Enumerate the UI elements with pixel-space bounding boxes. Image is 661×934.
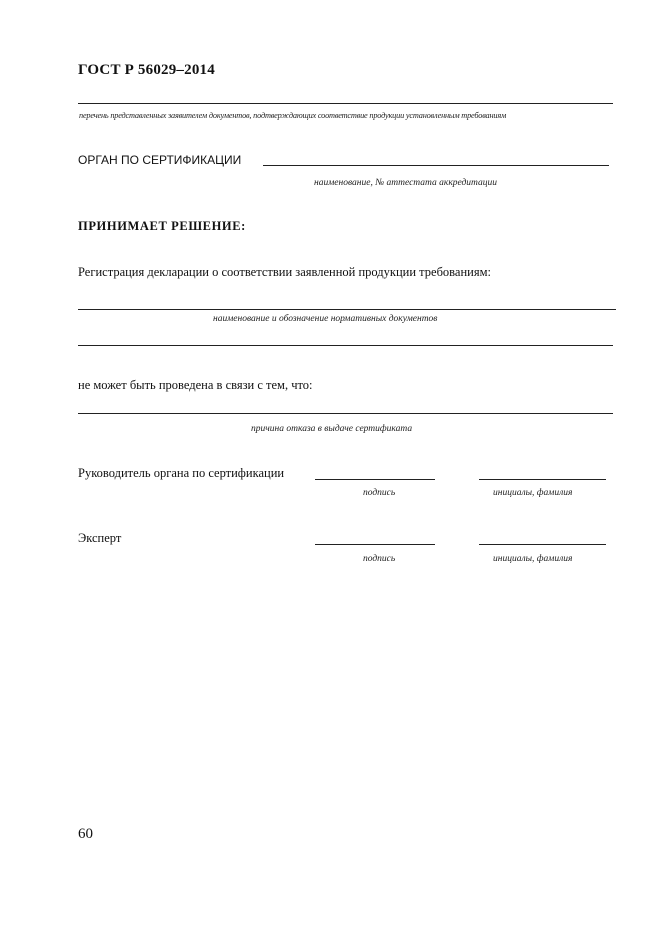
name-caption-head: инициалы, фамилия [493,488,573,498]
signature-caption-expert: подпись [363,554,396,564]
organ-label: ОРГАН ПО СЕРТИФИКАЦИИ [78,153,242,167]
signature-line-expert [315,544,435,545]
page-header-title: ГОСТ Р 56029–2014 [78,62,215,78]
decision-heading: ПРИНИМАЕТ РЕШЕНИЕ: [78,219,246,233]
documents-caption: перечень представленных заявителем документов, подтверждающих соответствие продукции установленным требованиям [79,111,507,120]
signature-role-head: Руководитель органа по сертификации [78,466,285,480]
refusal-line [78,413,613,414]
registration-line-1 [78,309,616,310]
refusal-text: не может быть проведена в связи с тем, что: [78,378,313,392]
signature-role-expert: Эксперт [78,531,122,545]
page-number: 60 [78,826,93,842]
name-line-head [479,479,606,480]
registration-line-2 [78,345,613,346]
documents-line [78,103,613,104]
name-line-expert [479,544,606,545]
refusal-caption: причина отказа в выдаче сертификата [251,424,413,434]
signature-line-head [315,479,435,480]
name-caption-expert: инициалы, фамилия [493,554,573,564]
registration-caption: наименование и обозначение нормативных документов [213,314,438,324]
signature-caption-head: подпись [363,488,396,498]
organ-caption: наименование, № аттестата аккредитации [314,178,498,188]
organ-line [263,165,609,166]
registration-text: Регистрация декларации о соответствии заявленной продукции требованиям: [78,265,491,279]
